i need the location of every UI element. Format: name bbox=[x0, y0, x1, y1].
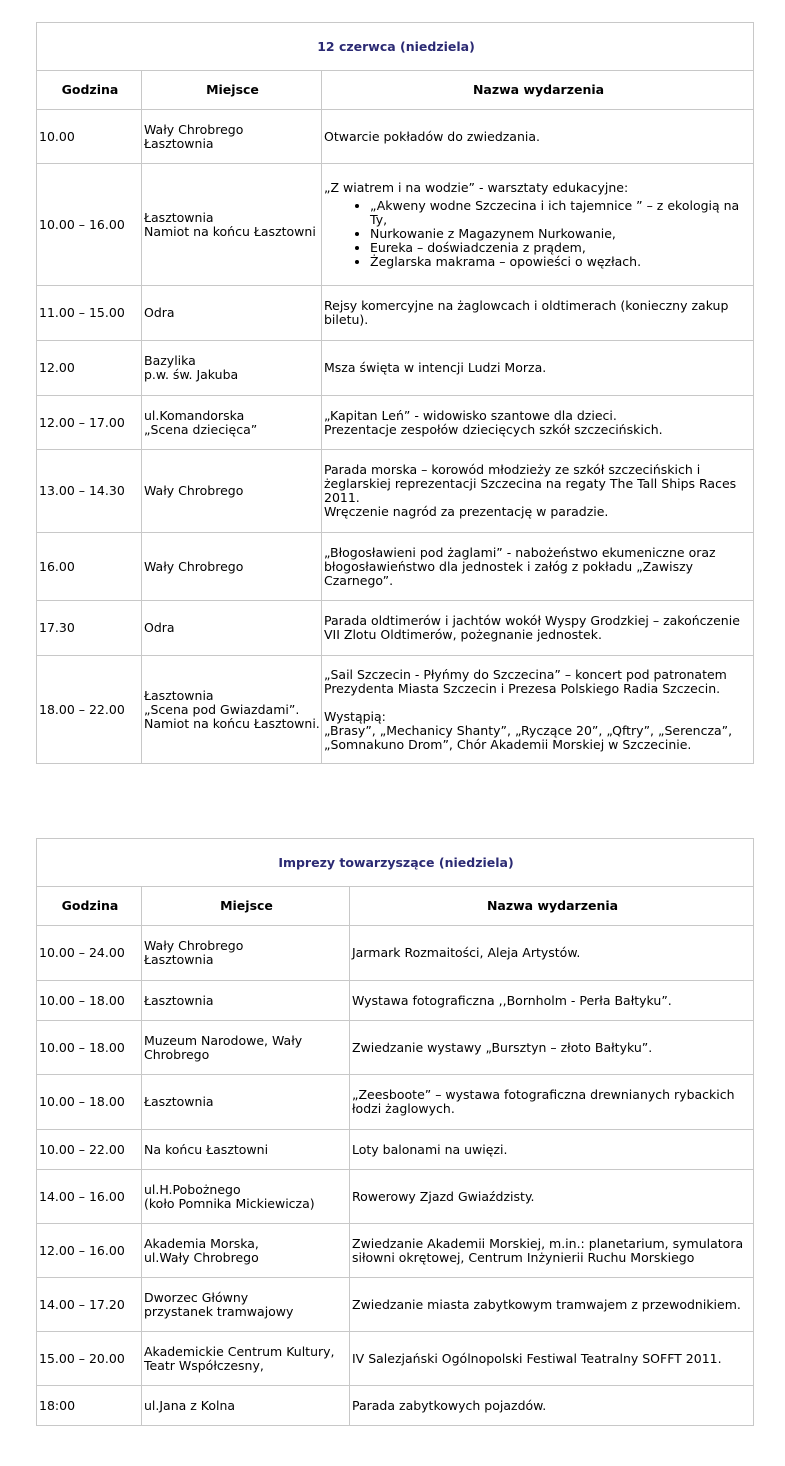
place-line: Namiot na końcu Łasztowni. bbox=[144, 715, 320, 731]
table-row bbox=[37, 1170, 754, 1224]
place-line: Łasztownia bbox=[144, 209, 214, 225]
place-cell bbox=[142, 286, 322, 341]
place-line: Wały Chrobrego bbox=[144, 483, 244, 498]
time-cell: 10.00 – 18.00 bbox=[37, 1075, 142, 1130]
schedule-table-main bbox=[36, 22, 754, 764]
place-cell bbox=[142, 1075, 350, 1130]
place-cell bbox=[142, 450, 322, 533]
event-cell bbox=[350, 1278, 754, 1332]
place-cell bbox=[142, 1224, 350, 1278]
table-row bbox=[37, 926, 754, 981]
table-caption: Imprezy towarzyszące (niedziela) bbox=[37, 839, 754, 887]
event-cell bbox=[350, 1021, 754, 1075]
place-line: Odra bbox=[144, 620, 175, 635]
list-item: • Eureka – doświadczenia z prądem, bbox=[370, 241, 753, 255]
place-cell bbox=[142, 396, 322, 450]
table-row bbox=[37, 1075, 754, 1130]
time-cell: 14.00 – 16.00 bbox=[37, 1170, 142, 1224]
workshop-list bbox=[324, 199, 753, 269]
time-cell: 10.00 – 22.00 bbox=[37, 1130, 142, 1170]
place-line: Łasztownia bbox=[144, 687, 214, 703]
time-cell: 10.00 – 16.00 bbox=[37, 164, 142, 286]
table-header-row bbox=[37, 887, 754, 926]
place-line: ul.H.Pobożnego bbox=[144, 1181, 241, 1197]
place-line: Na końcu Łasztowni bbox=[144, 1141, 269, 1157]
header-nazwa-wydarzenia: Nazwa wydarzenia bbox=[322, 71, 754, 110]
time-cell: 13.00 – 14.30 bbox=[37, 450, 142, 533]
table-header-row bbox=[37, 71, 754, 110]
table-row bbox=[37, 1130, 754, 1170]
list-item: • Żeglarska makrama – opowieści o węzłach. bbox=[370, 255, 753, 269]
place-line: ul.Jana z Kolna bbox=[144, 1397, 236, 1413]
event-cell bbox=[350, 1224, 754, 1278]
place-cell bbox=[142, 1130, 350, 1170]
time-cell: 12.00 – 16.00 bbox=[37, 1224, 142, 1278]
header-nazwa-wydarzenia: Nazwa wydarzenia bbox=[350, 887, 754, 926]
event-line: Msza święta w intencji Ludzi Morza. bbox=[324, 360, 547, 375]
event-line: „Z wiatrem i na wodzie” - warsztaty edukacyjne: bbox=[324, 179, 629, 195]
event-line: Rejsy komercyjne na żaglowcach i oldtimerach (konieczny zakup biletu). bbox=[324, 298, 729, 327]
table-caption-row bbox=[37, 839, 754, 887]
place-line: Akademia Morska, bbox=[144, 1235, 259, 1251]
event-cell bbox=[322, 341, 754, 396]
event-line: IV Salezjański Ogólnopolski Festiwal Teatralny SOFFT 2011. bbox=[352, 1350, 722, 1366]
place-line: Łasztownia bbox=[144, 952, 214, 967]
place-line: Muzeum Narodowe, Wały Chrobrego bbox=[144, 1032, 303, 1062]
header-godzina: Godzina bbox=[37, 71, 142, 110]
event-cell bbox=[350, 1130, 754, 1170]
event-line: „Błogosławieni pod żaglami” - nabożeństwo ekumeniczne oraz błogosławieństwo dla jednostek i załóg z pokładu „Zawiszy Czarnego”. bbox=[324, 544, 716, 588]
time-cell: 16.00 bbox=[37, 533, 142, 601]
table-caption: 12 czerwca (niedziela) bbox=[37, 23, 754, 71]
place-cell bbox=[142, 533, 322, 601]
place-cell bbox=[142, 110, 322, 164]
place-line: Teatr Współczesny, bbox=[144, 1357, 264, 1373]
time-cell: 14.00 – 17.20 bbox=[37, 1278, 142, 1332]
place-line: przystanek tramwajowy bbox=[144, 1303, 294, 1319]
place-line: Namiot na końcu Łasztowni bbox=[144, 223, 316, 239]
place-line: „Scena dziecięca” bbox=[144, 421, 258, 437]
time-cell: 10.00 – 18.00 bbox=[37, 1021, 142, 1075]
event-cell bbox=[350, 926, 754, 981]
table-row bbox=[37, 450, 754, 533]
table-row bbox=[37, 164, 754, 286]
time-cell: 11.00 – 15.00 bbox=[37, 286, 142, 341]
event-cell bbox=[322, 164, 754, 286]
event-cell bbox=[322, 110, 754, 164]
place-line: Dworzec Główny bbox=[144, 1289, 249, 1305]
time-cell: 17.30 bbox=[37, 601, 142, 656]
table-row bbox=[37, 1224, 754, 1278]
event-line: Wystąpią: bbox=[324, 708, 386, 724]
event-cell bbox=[350, 1386, 754, 1426]
place-line: „Scena pod Gwiazdami”. bbox=[144, 701, 300, 717]
header-godzina: Godzina bbox=[37, 887, 142, 926]
place-cell bbox=[142, 656, 322, 764]
time-cell: 10.00 – 18.00 bbox=[37, 981, 142, 1021]
place-cell bbox=[142, 601, 322, 656]
table-row bbox=[37, 601, 754, 656]
event-line: Jarmark Rozmaitości, Aleja Artystów. bbox=[352, 945, 581, 960]
place-line: Odra bbox=[144, 305, 175, 320]
table-row bbox=[37, 1278, 754, 1332]
time-cell: 15.00 – 20.00 bbox=[37, 1332, 142, 1386]
place-line: Łasztownia bbox=[144, 992, 214, 1008]
event-line: Wręczenie nagród za prezentację w paradzie. bbox=[324, 504, 609, 519]
event-line: „Kapitan Leń” - widowisko szantowe dla dzieci. bbox=[324, 407, 617, 423]
event-line: Parada oldtimerów i jachtów wokół Wyspy Grodzkiej – zakończenie VII Zlotu Oldtimerów, pożegnanie jednostek. bbox=[324, 613, 740, 642]
table-row bbox=[37, 286, 754, 341]
place-cell bbox=[142, 981, 350, 1021]
place-cell bbox=[142, 164, 322, 286]
place-cell bbox=[142, 1021, 350, 1075]
event-line: „Sail Szczecin - Płyńmy do Szczecina” – koncert pod patronatem Prezydenta Miasta Szczecin i Prezesa Polskiego Radia Szczecin. bbox=[324, 666, 727, 696]
event-line: Parada morska – korowód młodzieży ze szkół szczecińskich i żeglarskiej reprezentacji Szczecina na regaty The Tall Ships Races 2011. bbox=[324, 462, 737, 505]
place-line: Akademickie Centrum Kultury, bbox=[144, 1343, 335, 1359]
event-cell bbox=[322, 286, 754, 341]
place-line: ul.Wały Chrobrego bbox=[144, 1249, 259, 1265]
table-row bbox=[37, 110, 754, 164]
table-row bbox=[37, 656, 754, 764]
event-cell bbox=[322, 656, 754, 764]
table-row bbox=[37, 341, 754, 396]
event-cell bbox=[350, 1332, 754, 1386]
event-line: Otwarcie pokładów do zwiedzania. bbox=[324, 128, 540, 144]
event-line: Parada zabytkowych pojazdów. bbox=[352, 1397, 547, 1413]
time-cell: 10.00 bbox=[37, 110, 142, 164]
list-item: • Nurkowanie z Magazynem Nurkowanie, bbox=[370, 227, 753, 241]
event-line: Zwiedzanie miasta zabytkowym tramwajem z przewodnikiem. bbox=[352, 1296, 741, 1312]
time-cell: 12.00 – 17.00 bbox=[37, 396, 142, 450]
table-caption-row bbox=[37, 23, 754, 71]
table-row bbox=[37, 396, 754, 450]
event-cell bbox=[322, 450, 754, 533]
header-miejsce: Miejsce bbox=[142, 887, 350, 926]
time-cell: 18:00 bbox=[37, 1386, 142, 1426]
place-line: (koło Pomnika Mickiewicza) bbox=[144, 1195, 315, 1211]
event-line: Prezentacje zespołów dziecięcych szkół szczecińskich. bbox=[324, 421, 663, 437]
event-cell bbox=[350, 1170, 754, 1224]
schedule-table-side-events bbox=[36, 838, 754, 1426]
event-cell bbox=[350, 981, 754, 1021]
event-line: „Zeesboote” – wystawa fotograficzna drewnianych rybackich łodzi żaglowych. bbox=[352, 1087, 735, 1116]
table-row bbox=[37, 1386, 754, 1426]
place-cell bbox=[142, 1332, 350, 1386]
event-line: „Brasy”, „Mechanicy Shanty”, „Ryczące 20”, „Qftry”, „Serencza”, „Somnakuno Drom”, Chór Akademii Morskiej w Szczecinie. bbox=[324, 722, 733, 752]
event-line: Rowerowy Zjazd Gwiaździsty. bbox=[352, 1188, 535, 1204]
event-line: Zwiedzanie wystawy „Bursztyn – złoto Bałtyku”. bbox=[352, 1039, 653, 1055]
table-row bbox=[37, 1021, 754, 1075]
paragraph-gap bbox=[324, 696, 753, 710]
place-cell bbox=[142, 341, 322, 396]
place-cell bbox=[142, 1278, 350, 1332]
table-row bbox=[37, 533, 754, 601]
place-line: Bazylika bbox=[144, 353, 196, 368]
event-cell bbox=[322, 601, 754, 656]
place-line: Wały Chrobrego bbox=[144, 121, 244, 137]
event-cell bbox=[350, 1075, 754, 1130]
event-cell bbox=[322, 533, 754, 601]
place-line: Wały Chrobrego bbox=[144, 938, 244, 953]
event-line: Loty balonami na uwięzi. bbox=[352, 1141, 508, 1157]
table-row bbox=[37, 1332, 754, 1386]
list-item: • „Akweny wodne Szczecina i ich tajemnice ” – z ekologią na Ty, bbox=[370, 199, 753, 227]
time-cell: 12.00 bbox=[37, 341, 142, 396]
place-line: Wały Chrobrego bbox=[144, 558, 244, 574]
place-line: Łasztownia bbox=[144, 135, 214, 151]
table-row bbox=[37, 981, 754, 1021]
time-cell: 18.00 – 22.00 bbox=[37, 656, 142, 764]
time-cell: 10.00 – 24.00 bbox=[37, 926, 142, 981]
header-miejsce: Miejsce bbox=[142, 71, 322, 110]
event-line: Wystawa fotograficzna ,,Bornholm - Perła Bałtyku”. bbox=[352, 992, 672, 1008]
event-cell bbox=[322, 396, 754, 450]
place-cell bbox=[142, 926, 350, 981]
event-line: Zwiedzanie Akademii Morskiej, m.in.: planetarium, symulatora siłowni okrętowej, Centrum Inżynierii Ruchu Morskiego bbox=[352, 1235, 744, 1265]
place-cell bbox=[142, 1170, 350, 1224]
place-line: ul.Komandorska bbox=[144, 407, 245, 423]
place-line: p.w. św. Jakuba bbox=[144, 367, 239, 382]
place-line: Łasztownia bbox=[144, 1094, 214, 1109]
place-cell bbox=[142, 1386, 350, 1426]
